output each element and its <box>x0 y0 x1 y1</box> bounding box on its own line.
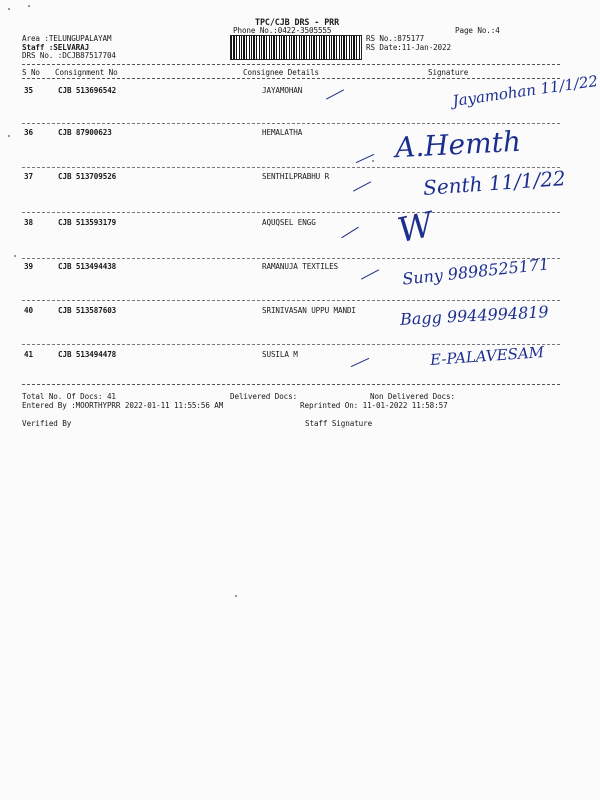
rs-date: RS Date:11-Jan-2022 <box>366 43 451 52</box>
footer-rule <box>22 384 560 385</box>
col-header-consignment: Consignment No <box>55 68 118 77</box>
table-row-consignee: SRINIVASAN UPPU MANDI <box>262 306 356 315</box>
table-row-consignee: RAMANUJA TEXTILES <box>262 262 339 271</box>
row-separator <box>22 258 560 259</box>
table-row-consignee: SENTHILPRABHU R <box>262 172 330 181</box>
row-separator <box>22 123 560 124</box>
handwritten-signature: Bagg 9944994819 <box>399 302 550 329</box>
row-separator <box>22 167 560 168</box>
col-header-signature: Signature <box>428 68 469 77</box>
table-row-consignee: AQUQSEL ENGG <box>262 218 316 227</box>
document-title: TPC/CJB DRS - PRR <box>255 17 340 27</box>
table-row-sno: 37 <box>24 172 33 181</box>
check-mark <box>353 181 371 191</box>
table-row-consignee: SUSILA M <box>262 350 298 359</box>
barcode <box>230 35 362 60</box>
scan-speck <box>8 135 10 137</box>
area-field: Area :TELUNGUPALAYAM <box>22 34 112 43</box>
row-separator <box>22 212 560 213</box>
handwritten-signature: Suny 9898525171 <box>401 254 551 289</box>
total-docs: Total No. Of Docs: 41 <box>22 392 116 401</box>
row-separator <box>22 344 560 345</box>
phone-number: Phone No.:0422-3505555 <box>233 26 332 35</box>
entered-by: Entered By :MOORTHYPRR 2022-01-11 11:55:56 AM <box>22 401 224 410</box>
non-delivered-docs: Non Delivered Docs: <box>370 392 455 401</box>
header-rule <box>22 64 560 65</box>
table-row-sno: 41 <box>24 350 33 359</box>
table-row-consignment: CJB 513593179 <box>58 218 117 227</box>
verified-by-label: Verified By <box>22 419 72 428</box>
col-header-consignee: Consignee Details <box>243 68 320 77</box>
table-row-consignee: HEMALATHA <box>262 128 303 137</box>
delivered-docs: Delivered Docs: <box>230 392 298 401</box>
handwritten-signature: Senth 11/1/22 <box>422 166 567 200</box>
staff-signature-label: Staff Signature <box>305 419 373 428</box>
table-row-consignee: JAYAMOHAN <box>262 86 303 95</box>
page-number: Page No.:4 <box>455 26 500 35</box>
table-row-consignment: CJB 513587603 <box>58 306 117 315</box>
column-header-rule <box>22 78 560 79</box>
table-row-sno: 35 <box>24 86 33 95</box>
handwritten-signature: E-PALAVESAM <box>429 343 545 369</box>
check-mark <box>326 89 344 99</box>
scan-speck <box>14 255 16 257</box>
table-row-sno: 36 <box>24 128 33 137</box>
handwritten-signature: Jayamohan 11/1/22 <box>451 71 600 111</box>
check-mark <box>351 358 370 367</box>
rs-number: RS No.:875177 <box>366 34 425 43</box>
table-row-consignment: CJB 513696542 <box>58 86 117 95</box>
scan-speck <box>28 5 30 7</box>
scan-speck <box>8 8 10 10</box>
scan-speck <box>235 595 237 597</box>
table-row-consignment: CJB 513494438 <box>58 262 117 271</box>
reprinted-on: Reprinted On: 11-01-2022 11:58:57 <box>300 401 448 410</box>
drs-number: DRS No. :DCJB87517704 <box>22 51 116 60</box>
scan-speck <box>372 160 374 162</box>
table-row-consignment: CJB 87900623 <box>58 128 112 137</box>
table-row-sno: 38 <box>24 218 33 227</box>
handwritten-signature: A.Hemth <box>394 124 522 165</box>
col-header-sno: S No <box>22 68 40 77</box>
check-mark <box>361 269 379 279</box>
table-row-consignment: CJB 513494478 <box>58 350 117 359</box>
staff-field: Staff :SELVARAJ <box>22 43 90 52</box>
table-row-sno: 40 <box>24 306 33 315</box>
check-mark <box>341 227 358 238</box>
table-row-sno: 39 <box>24 262 33 271</box>
handwritten-signature: W <box>394 204 437 252</box>
row-separator <box>22 300 560 301</box>
table-row-consignment: CJB 513709526 <box>58 172 117 181</box>
